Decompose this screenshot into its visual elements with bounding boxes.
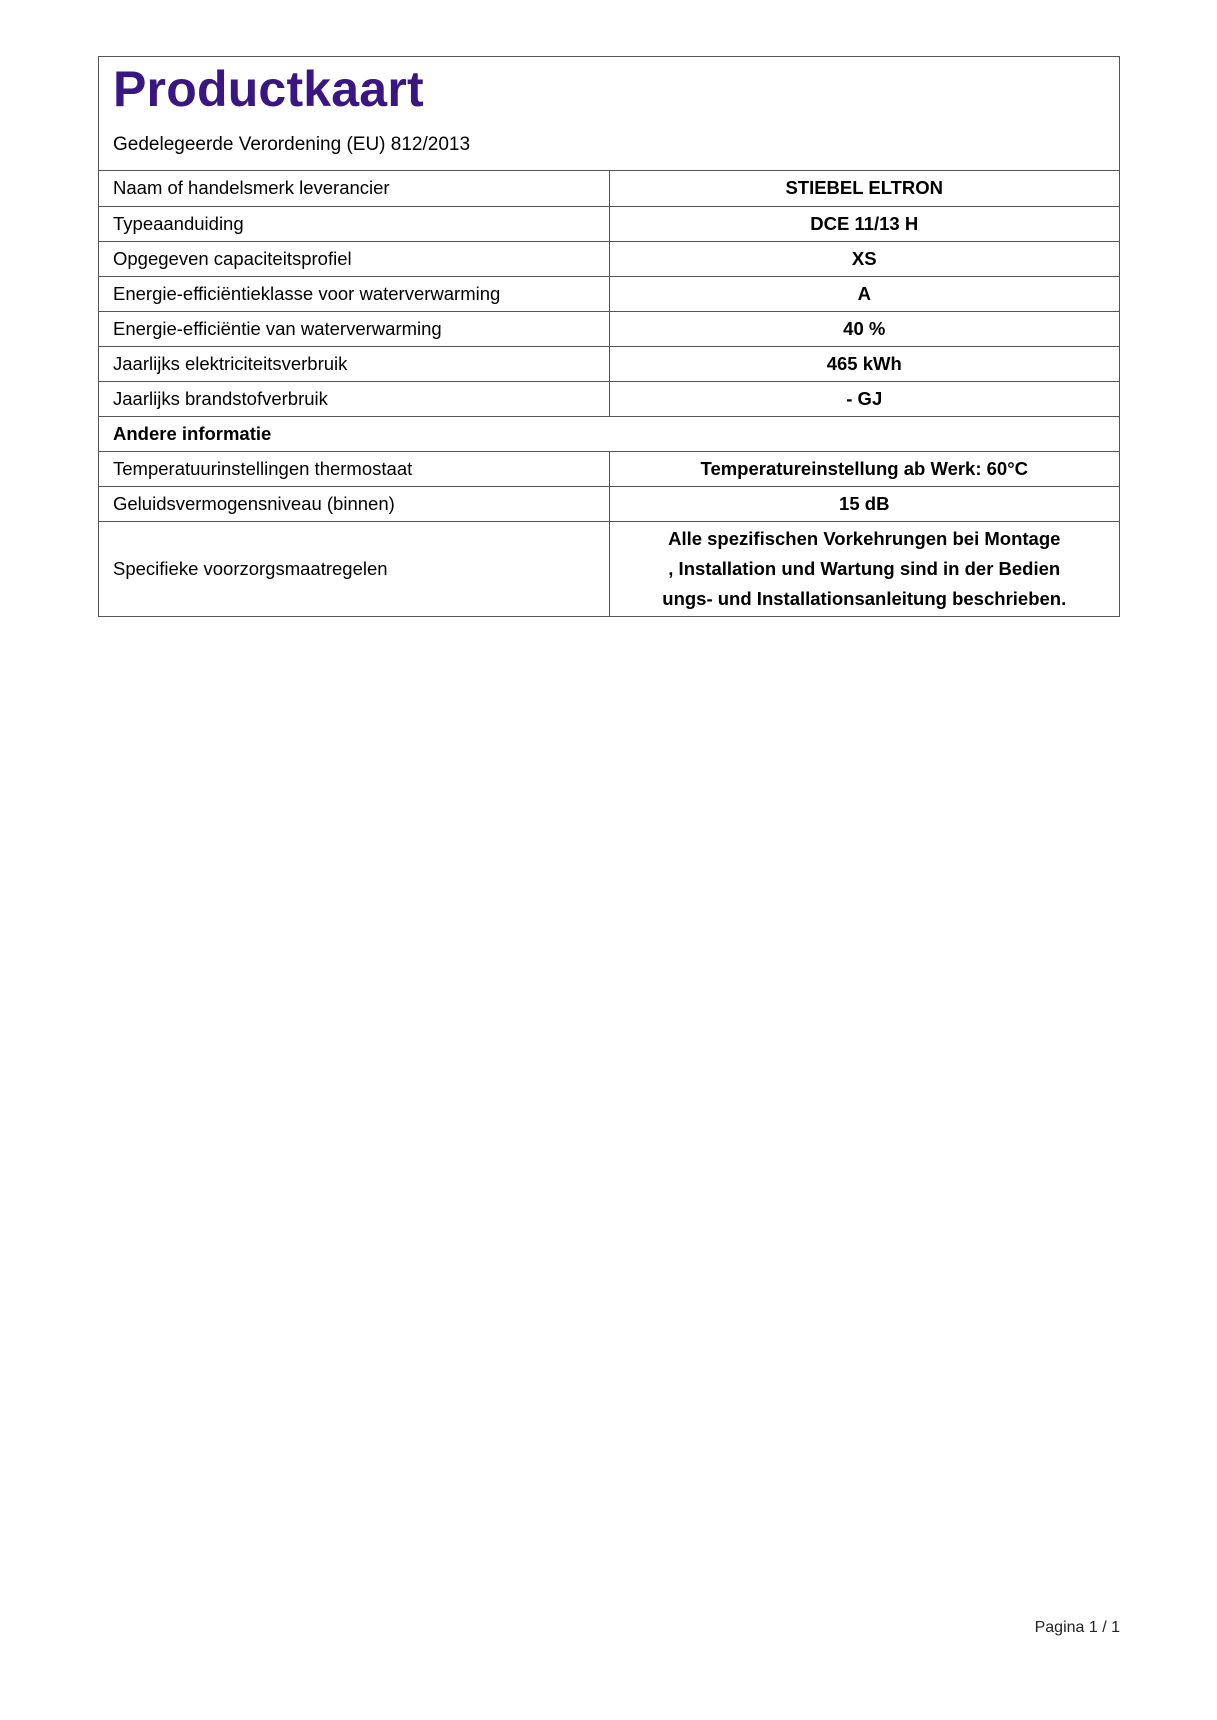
table-row bbox=[99, 381, 1119, 416]
row-label: Energie-efficiëntieklasse voor waterverwarming bbox=[99, 276, 609, 311]
table-row bbox=[99, 346, 1119, 381]
precautions-row bbox=[99, 521, 1119, 616]
row-value: 15 dB bbox=[609, 486, 1119, 521]
section-header-row bbox=[99, 416, 1119, 451]
page-title: Productkaart bbox=[113, 61, 424, 117]
precautions-label: Specifieke voorzorgsmaatregelen bbox=[99, 521, 609, 616]
row-label: Naam of handelsmerk leverancier bbox=[99, 171, 609, 206]
row-label: Energie-efficiëntie van waterverwarming bbox=[99, 311, 609, 346]
table-row bbox=[99, 241, 1119, 276]
table-row bbox=[99, 206, 1119, 241]
table-row bbox=[99, 311, 1119, 346]
precautions-line: ungs- und Installationsanleitung beschrieben. bbox=[662, 587, 1067, 609]
precautions-value bbox=[609, 521, 1119, 616]
page-number: Pagina 1 / 1 bbox=[1034, 1619, 1120, 1636]
table-row bbox=[99, 276, 1119, 311]
row-value: XS bbox=[609, 241, 1119, 276]
product-sheet bbox=[98, 56, 1120, 617]
row-label: Temperatuurinstellingen thermostaat bbox=[99, 451, 609, 486]
precautions-line: Alle spezifischen Vorkehrungen bei Montage bbox=[668, 527, 1061, 549]
row-label: Geluidsvermogensniveau (binnen) bbox=[99, 486, 609, 521]
row-label: Opgegeven capaciteitsprofiel bbox=[99, 241, 609, 276]
row-label: Jaarlijks brandstofverbruik bbox=[99, 381, 609, 416]
row-value: Temperatureinstellung ab Werk: 60°C bbox=[609, 451, 1119, 486]
section-heading: Andere informatie bbox=[99, 416, 1119, 451]
precautions-line: , Installation und Wartung sind in der Bedien bbox=[668, 557, 1061, 579]
row-value: DCE 11/13 H bbox=[609, 206, 1119, 241]
row-label: Typeaanduiding bbox=[99, 206, 609, 241]
row-value: STIEBEL ELTRON bbox=[609, 171, 1119, 206]
table-row bbox=[99, 171, 1119, 206]
product-table bbox=[99, 171, 1119, 616]
row-value: 465 kWh bbox=[609, 346, 1119, 381]
row-value: 40 % bbox=[609, 311, 1119, 346]
table-row bbox=[99, 451, 1119, 486]
row-label: Jaarlijks elektriciteitsverbruik bbox=[99, 346, 609, 381]
row-value: - GJ bbox=[609, 381, 1119, 416]
row-value: A bbox=[609, 276, 1119, 311]
sheet-header bbox=[99, 57, 1119, 171]
regulation-subtitle: Gedelegeerde Verordening (EU) 812/2013 bbox=[113, 134, 471, 155]
table-row bbox=[99, 486, 1119, 521]
